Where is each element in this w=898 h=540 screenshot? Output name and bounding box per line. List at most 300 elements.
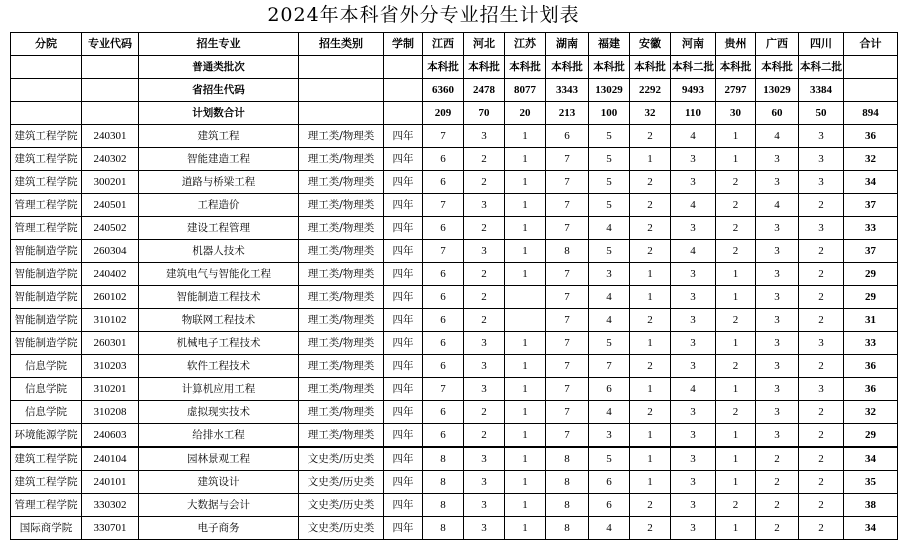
quota-cell: 2 [630, 401, 671, 424]
quota-cell: 4 [756, 125, 799, 148]
major-code-cell: 240502 [82, 217, 139, 240]
college-cell: 智能制造学院 [11, 240, 82, 263]
duration-cell: 四年 [384, 263, 423, 286]
province-header: 安徽 [630, 33, 671, 56]
empty-cell [384, 79, 423, 102]
category-cell: 理工类/物理类 [299, 286, 384, 309]
meta-value: 100 [589, 102, 630, 125]
major-code-cell: 310203 [82, 355, 139, 378]
category-cell: 理工类/物理类 [299, 240, 384, 263]
quota-cell: 1 [505, 240, 546, 263]
quota-cell: 5 [589, 194, 630, 217]
column-header: 分院 [11, 33, 82, 56]
quota-cell: 2 [756, 494, 799, 517]
quota-cell: 5 [589, 171, 630, 194]
table-row [11, 355, 898, 378]
empty-cell [11, 79, 82, 102]
major-code-cell: 260301 [82, 332, 139, 355]
quota-cell: 1 [505, 517, 546, 540]
duration-cell: 四年 [384, 332, 423, 355]
quota-cell: 2 [716, 240, 756, 263]
quota-cell: 2 [464, 424, 505, 448]
quota-cell: 2 [799, 401, 844, 424]
quota-cell: 3 [756, 148, 799, 171]
quota-cell: 5 [589, 240, 630, 263]
meta-row [11, 56, 898, 79]
college-cell: 智能制造学院 [11, 309, 82, 332]
quota-cell: 4 [671, 240, 716, 263]
duration-cell: 四年 [384, 401, 423, 424]
major-name-cell: 道路与桥梁工程 [139, 171, 299, 194]
major-code-cell: 240603 [82, 424, 139, 448]
empty-cell [82, 79, 139, 102]
table-row [11, 494, 898, 517]
major-code-cell: 240302 [82, 148, 139, 171]
quota-cell: 2 [799, 240, 844, 263]
quota-cell: 2 [756, 447, 799, 471]
quota-cell: 1 [505, 401, 546, 424]
quota-cell: 2 [799, 447, 844, 471]
table-row [11, 378, 898, 401]
major-code-cell: 240402 [82, 263, 139, 286]
quota-cell: 1 [505, 332, 546, 355]
quota-cell: 1 [716, 424, 756, 448]
quota-cell: 1 [505, 355, 546, 378]
quota-cell: 3 [756, 401, 799, 424]
meta-label: 省招生代码 [139, 79, 299, 102]
quota-cell: 6 [589, 378, 630, 401]
quota-cell: 4 [589, 517, 630, 540]
quota-cell: 3 [756, 378, 799, 401]
category-cell: 理工类/物理类 [299, 125, 384, 148]
category-cell: 理工类/物理类 [299, 309, 384, 332]
duration-cell: 四年 [384, 447, 423, 471]
quota-cell [505, 286, 546, 309]
quota-cell: 1 [505, 148, 546, 171]
college-cell: 智能制造学院 [11, 263, 82, 286]
quota-cell: 6 [423, 401, 464, 424]
empty-cell [82, 102, 139, 125]
major-name-cell: 电子商务 [139, 517, 299, 540]
table-row [11, 286, 898, 309]
empty-cell [82, 56, 139, 79]
quota-cell: 2 [799, 494, 844, 517]
quota-cell: 4 [589, 309, 630, 332]
row-total-cell: 32 [844, 148, 898, 171]
quota-cell: 3 [756, 240, 799, 263]
quota-cell: 6 [423, 217, 464, 240]
meta-value: 13029 [756, 79, 799, 102]
quota-cell: 3 [756, 217, 799, 240]
meta-value: 60 [756, 102, 799, 125]
major-name-cell: 园林景观工程 [139, 447, 299, 471]
meta-value: 209 [423, 102, 464, 125]
college-cell: 建筑工程学院 [11, 447, 82, 471]
major-name-cell: 建设工程管理 [139, 217, 299, 240]
quota-cell: 1 [630, 447, 671, 471]
quota-cell: 1 [505, 424, 546, 448]
quota-cell: 3 [464, 355, 505, 378]
quota-cell: 3 [799, 125, 844, 148]
quota-cell: 2 [630, 194, 671, 217]
meta-value: 本科批 [464, 56, 505, 79]
quota-cell: 3 [671, 517, 716, 540]
empty-cell [384, 56, 423, 79]
duration-cell: 四年 [384, 286, 423, 309]
quota-cell: 1 [630, 471, 671, 494]
quota-cell: 7 [423, 240, 464, 263]
quota-cell: 3 [756, 424, 799, 448]
table-row [11, 309, 898, 332]
quota-cell: 4 [671, 194, 716, 217]
quota-cell: 2 [630, 171, 671, 194]
meta-value: 213 [546, 102, 589, 125]
quota-cell: 3 [464, 332, 505, 355]
quota-cell: 3 [799, 378, 844, 401]
meta-total [844, 56, 898, 79]
quota-cell: 7 [589, 355, 630, 378]
row-total-cell: 32 [844, 401, 898, 424]
empty-cell [11, 56, 82, 79]
quota-cell: 3 [464, 517, 505, 540]
major-name-cell: 工程造价 [139, 194, 299, 217]
quota-cell: 1 [716, 286, 756, 309]
major-code-cell: 310201 [82, 378, 139, 401]
quota-cell: 3 [671, 332, 716, 355]
row-total-cell: 35 [844, 471, 898, 494]
quota-cell: 1 [505, 471, 546, 494]
column-header: 专业代码 [82, 33, 139, 56]
quota-cell: 3 [464, 494, 505, 517]
category-cell: 文史类/历史类 [299, 517, 384, 540]
major-code-cell: 240101 [82, 471, 139, 494]
quota-cell: 2 [799, 355, 844, 378]
major-name-cell: 建筑工程 [139, 125, 299, 148]
meta-value: 2797 [716, 79, 756, 102]
quota-cell: 3 [671, 494, 716, 517]
quota-cell: 8 [546, 447, 589, 471]
quota-cell: 1 [505, 494, 546, 517]
category-cell: 理工类/物理类 [299, 171, 384, 194]
duration-cell: 四年 [384, 517, 423, 540]
table-row [11, 517, 898, 540]
quota-cell: 8 [546, 517, 589, 540]
quota-cell: 1 [716, 332, 756, 355]
college-cell: 信息学院 [11, 378, 82, 401]
quota-cell: 6 [423, 286, 464, 309]
category-cell: 理工类/物理类 [299, 401, 384, 424]
quota-cell: 1 [716, 471, 756, 494]
table-row [11, 401, 898, 424]
meta-value: 本科批 [505, 56, 546, 79]
quota-cell: 6 [589, 494, 630, 517]
quota-cell: 2 [799, 424, 844, 448]
category-cell: 理工类/物理类 [299, 217, 384, 240]
quota-cell: 2 [799, 263, 844, 286]
quota-cell: 1 [505, 447, 546, 471]
quota-cell: 1 [716, 517, 756, 540]
category-cell: 理工类/物理类 [299, 378, 384, 401]
college-cell: 信息学院 [11, 401, 82, 424]
college-cell: 建筑工程学院 [11, 148, 82, 171]
column-header: 学制 [384, 33, 423, 56]
duration-cell: 四年 [384, 240, 423, 263]
empty-cell [384, 102, 423, 125]
quota-cell: 1 [716, 125, 756, 148]
quota-cell: 1 [716, 263, 756, 286]
meta-value: 70 [464, 102, 505, 125]
meta-label: 普通类批次 [139, 56, 299, 79]
quota-cell: 3 [464, 471, 505, 494]
duration-cell: 四年 [384, 171, 423, 194]
province-header: 四川 [799, 33, 844, 56]
row-total-cell: 37 [844, 240, 898, 263]
college-cell: 智能制造学院 [11, 286, 82, 309]
quota-cell: 1 [630, 263, 671, 286]
quota-cell: 5 [589, 125, 630, 148]
category-cell: 理工类/物理类 [299, 194, 384, 217]
row-total-cell: 36 [844, 125, 898, 148]
quota-cell: 7 [546, 309, 589, 332]
quota-cell: 7 [546, 424, 589, 448]
row-total-cell: 34 [844, 447, 898, 471]
quota-cell: 3 [756, 332, 799, 355]
quota-cell: 6 [423, 332, 464, 355]
quota-cell: 3 [756, 263, 799, 286]
quota-cell: 6 [423, 355, 464, 378]
quota-cell: 3 [589, 263, 630, 286]
meta-value: 30 [716, 102, 756, 125]
meta-value: 6360 [423, 79, 464, 102]
category-cell: 文史类/历史类 [299, 494, 384, 517]
quota-cell: 3 [756, 309, 799, 332]
quota-cell: 2 [716, 194, 756, 217]
table-row [11, 125, 898, 148]
quota-cell: 3 [799, 217, 844, 240]
row-total-cell: 33 [844, 332, 898, 355]
duration-cell: 四年 [384, 355, 423, 378]
major-name-cell: 智能制造工程技术 [139, 286, 299, 309]
quota-cell: 1 [716, 148, 756, 171]
empty-cell [299, 79, 384, 102]
quota-cell: 3 [464, 447, 505, 471]
college-cell: 信息学院 [11, 355, 82, 378]
meta-row [11, 79, 898, 102]
quota-cell: 8 [423, 517, 464, 540]
quota-cell: 7 [423, 378, 464, 401]
quota-cell: 6 [546, 125, 589, 148]
major-code-cell: 240501 [82, 194, 139, 217]
province-header: 江西 [423, 33, 464, 56]
quota-cell: 3 [799, 332, 844, 355]
major-name-cell: 机械电子工程技术 [139, 332, 299, 355]
quota-cell: 4 [589, 401, 630, 424]
category-cell: 理工类/物理类 [299, 332, 384, 355]
quota-cell: 8 [423, 471, 464, 494]
meta-value: 本科批 [630, 56, 671, 79]
quota-cell: 4 [589, 217, 630, 240]
major-name-cell: 软件工程技术 [139, 355, 299, 378]
table-row [11, 332, 898, 355]
quota-cell: 3 [464, 240, 505, 263]
quota-cell: 2 [630, 217, 671, 240]
document-title: 2024年本科省外分专业招生计划表 [267, 4, 580, 26]
quota-cell: 2 [756, 471, 799, 494]
province-header: 福建 [589, 33, 630, 56]
duration-cell: 四年 [384, 309, 423, 332]
quota-cell: 2 [630, 240, 671, 263]
meta-value: 9493 [671, 79, 716, 102]
quota-cell: 1 [716, 378, 756, 401]
quota-cell: 2 [756, 517, 799, 540]
quota-cell: 1 [505, 125, 546, 148]
quota-cell: 3 [589, 424, 630, 448]
category-cell: 理工类/物理类 [299, 148, 384, 171]
major-code-cell: 240301 [82, 125, 139, 148]
duration-cell: 四年 [384, 217, 423, 240]
college-cell: 管理工程学院 [11, 217, 82, 240]
province-header: 河北 [464, 33, 505, 56]
quota-cell: 2 [716, 171, 756, 194]
major-code-cell: 300201 [82, 171, 139, 194]
college-cell: 环境能源学院 [11, 424, 82, 448]
empty-cell [299, 56, 384, 79]
major-name-cell: 虚拟现实技术 [139, 401, 299, 424]
row-total-cell: 29 [844, 263, 898, 286]
table-row [11, 424, 898, 448]
major-name-cell: 建筑电气与智能化工程 [139, 263, 299, 286]
row-total-cell: 37 [844, 194, 898, 217]
table-row [11, 194, 898, 217]
meta-value: 本科二批 [799, 56, 844, 79]
major-name-cell: 机器人技术 [139, 240, 299, 263]
quota-cell: 7 [423, 194, 464, 217]
category-cell: 文史类/历史类 [299, 447, 384, 471]
duration-cell: 四年 [384, 494, 423, 517]
duration-cell: 四年 [384, 471, 423, 494]
college-cell: 管理工程学院 [11, 194, 82, 217]
meta-value: 20 [505, 102, 546, 125]
category-cell: 理工类/物理类 [299, 355, 384, 378]
major-name-cell: 建筑设计 [139, 471, 299, 494]
table-body [11, 33, 898, 540]
meta-total: 894 [844, 102, 898, 125]
quota-cell: 3 [671, 263, 716, 286]
quota-cell: 2 [464, 148, 505, 171]
quota-cell: 3 [464, 125, 505, 148]
duration-cell: 四年 [384, 378, 423, 401]
meta-row [11, 102, 898, 125]
column-header: 招生专业 [139, 33, 299, 56]
quota-cell: 1 [505, 378, 546, 401]
quota-cell: 6 [423, 424, 464, 448]
quota-cell: 2 [464, 171, 505, 194]
quota-cell: 3 [671, 424, 716, 448]
quota-cell: 6 [423, 171, 464, 194]
college-cell: 建筑工程学院 [11, 471, 82, 494]
province-header: 贵州 [716, 33, 756, 56]
quota-cell: 4 [671, 378, 716, 401]
meta-value: 13029 [589, 79, 630, 102]
quota-cell: 7 [546, 378, 589, 401]
meta-value: 2292 [630, 79, 671, 102]
meta-value: 本科批 [756, 56, 799, 79]
meta-value: 本科批 [589, 56, 630, 79]
table-row [11, 148, 898, 171]
meta-value: 3343 [546, 79, 589, 102]
quota-cell: 5 [589, 447, 630, 471]
quota-cell: 8 [546, 240, 589, 263]
quota-cell: 2 [716, 217, 756, 240]
quota-cell: 3 [671, 447, 716, 471]
quota-cell: 3 [671, 217, 716, 240]
quota-cell: 2 [716, 401, 756, 424]
quota-cell: 3 [756, 171, 799, 194]
meta-value: 32 [630, 102, 671, 125]
quota-cell: 2 [464, 263, 505, 286]
meta-value: 110 [671, 102, 716, 125]
row-total-cell: 29 [844, 286, 898, 309]
meta-value: 8077 [505, 79, 546, 102]
quota-cell: 3 [671, 148, 716, 171]
quota-cell: 3 [464, 194, 505, 217]
province-header: 江苏 [505, 33, 546, 56]
major-code-cell: 240104 [82, 447, 139, 471]
meta-value: 2478 [464, 79, 505, 102]
quota-cell: 3 [671, 355, 716, 378]
quota-cell: 3 [671, 171, 716, 194]
row-total-cell: 36 [844, 378, 898, 401]
quota-cell: 3 [756, 355, 799, 378]
college-cell: 智能制造学院 [11, 332, 82, 355]
quota-cell: 1 [716, 447, 756, 471]
college-cell: 国际商学院 [11, 517, 82, 540]
major-name-cell: 计算机应用工程 [139, 378, 299, 401]
meta-value: 3384 [799, 79, 844, 102]
college-cell: 建筑工程学院 [11, 171, 82, 194]
quota-cell: 2 [464, 217, 505, 240]
quota-cell: 1 [630, 286, 671, 309]
quota-cell: 7 [546, 148, 589, 171]
column-header: 招生类别 [299, 33, 384, 56]
quota-cell: 7 [546, 194, 589, 217]
empty-cell [11, 102, 82, 125]
meta-value: 本科批 [423, 56, 464, 79]
quota-cell: 4 [589, 286, 630, 309]
quota-cell: 2 [799, 194, 844, 217]
major-code-cell: 330302 [82, 494, 139, 517]
quota-cell: 3 [671, 286, 716, 309]
quota-cell: 7 [546, 171, 589, 194]
enrollment-plan-table [10, 32, 898, 540]
quota-cell: 2 [799, 286, 844, 309]
table-row [11, 171, 898, 194]
college-cell: 管理工程学院 [11, 494, 82, 517]
quota-cell: 1 [630, 332, 671, 355]
table-row [11, 240, 898, 263]
major-code-cell: 260304 [82, 240, 139, 263]
province-header: 湖南 [546, 33, 589, 56]
quota-cell: 5 [589, 332, 630, 355]
meta-total [844, 79, 898, 102]
table-row [11, 447, 898, 471]
category-cell: 理工类/物理类 [299, 263, 384, 286]
quota-cell: 8 [546, 471, 589, 494]
quota-cell: 3 [671, 471, 716, 494]
major-code-cell: 310208 [82, 401, 139, 424]
quota-cell: 2 [464, 309, 505, 332]
quota-cell: 2 [630, 494, 671, 517]
